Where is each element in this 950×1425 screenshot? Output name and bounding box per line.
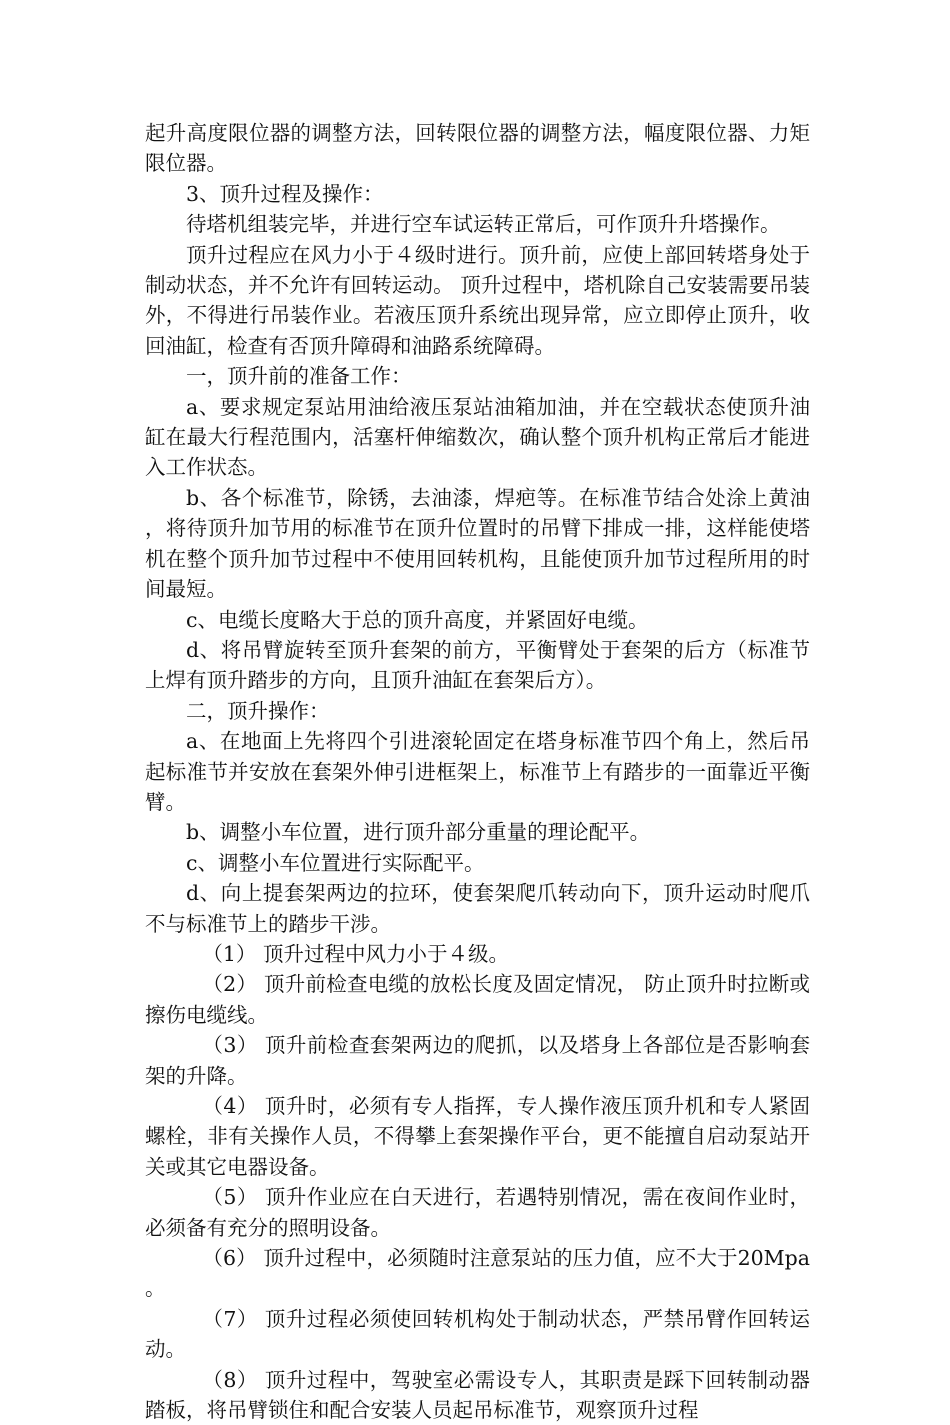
list-item-6: （6） 顶升过程中，必须随时注意泵站的压力值，应不大于20Mpa。 (145, 1246, 810, 1301)
paragraph-prep-a: a、要求规定泵站用油给液压泵站油箱加油，并在空载状态使顶升油缸在最大行程范围内，活塞杆伸缩数次，确认整个顶升机构正常后才能进入工作状态。 (145, 394, 810, 480)
paragraph-limiters: 起升高度限位器的调整方法，回转限位器的调整方法，幅度限位器、力矩限位器。 (145, 121, 810, 176)
paragraph-op-a: a、在地面上先将四个引进滚轮固定在塔身标准节四个角上，然后吊起标准节并安放在套架外伸引进框架上，标准节上有踏步的一面靠近平衡臂。 (145, 729, 810, 814)
heading-jacking-operation: 二，顶升操作： (186, 698, 330, 723)
paragraph-op-c: c、调整小车位置进行实际配平。 (186, 850, 485, 875)
heading-jacking-process: 3、顶升过程及操作： (186, 181, 384, 206)
paragraph-after-assembly: 待塔机组装完毕，并进行空车试运转正常后，可作顶升升塔操作。 (186, 212, 781, 237)
list-item-2: （2） 顶升前检查电缆的放松长度及固定情况， 防止顶升时拉断或擦伤电缆线。 (145, 972, 810, 1027)
paragraph-prep-d: d、将吊臂旋转至顶升套架的前方，平衡臂处于套架的后方（标准节上焊有顶升踏步的方向，且顶升油缸在套架后方）。 (145, 637, 810, 693)
list-item-7: （7） 顶升过程必须使回转机构处于制动状态，严禁吊臂作回转运动。 (145, 1306, 810, 1362)
list-item-8: （8） 顶升过程中，驾驶室必需设专人，其职责是踩下回转制动器踏板，将吊臂锁住和配合安装人员起吊标准节，观察顶升过程 (145, 1367, 810, 1423)
paragraph-prep-b: b、各个标准节，除锈，去油漆，焊疤等。在标准节结合处涂上黄油，将待顶升加节用的标准节在顶升位置时的吊臂下排成一排，这样能使塔机在整个顶升加节过程中不使用回转机构，且能使顶升加节过程所用的时间最短。 (145, 485, 810, 602)
document-page (145, 118, 810, 1425)
paragraph-wind-condition: 顶升过程应在风力小于４级时进行。顶升前，应使上部回转塔身处于制动状态，并不允许有回转运动。 顶升过程中，塔机除自己安装需要吊装外，不得进行吊装作业。若液压顶升系统出现异常，应立即停止顶升，收回油缸，检查有否顶升障碍和油路系统障碍。 (145, 242, 810, 358)
heading-preparation: 一，顶升前的准备工作： (186, 364, 412, 389)
list-item-3: （3） 顶升前检查套架两边的爬抓，以及塔身上各部位是否影响套架的升降。 (145, 1033, 810, 1088)
paragraph-op-d: d、向上提套架两边的拉环，使套架爬爪转动向下，顶升运动时爬爪不与标准节上的踏步干涉。 (145, 881, 810, 936)
list-item-4: （4） 顶升时，必须有专人指挥，专人操作液压顶升机和专人紧固螺栓，非有关操作人员，不得攀上套架操作平台，更不能擅自启动泵站开关或其它电器设备。 (145, 1094, 810, 1179)
paragraph-prep-c: c、电缆长度略大于总的顶升高度，并紧固好电缆。 (186, 607, 649, 632)
list-item-1: （1） 顶升过程中风力小于４级。 (202, 941, 509, 966)
paragraph-op-b: b、调整小车位置，进行顶升部分重量的理论配平。 (186, 820, 651, 845)
list-item-5: （5） 顶升作业应在白天进行，若遇特别情况，需在夜间作业时，必须备有充分的照明设备。 (145, 1185, 810, 1240)
